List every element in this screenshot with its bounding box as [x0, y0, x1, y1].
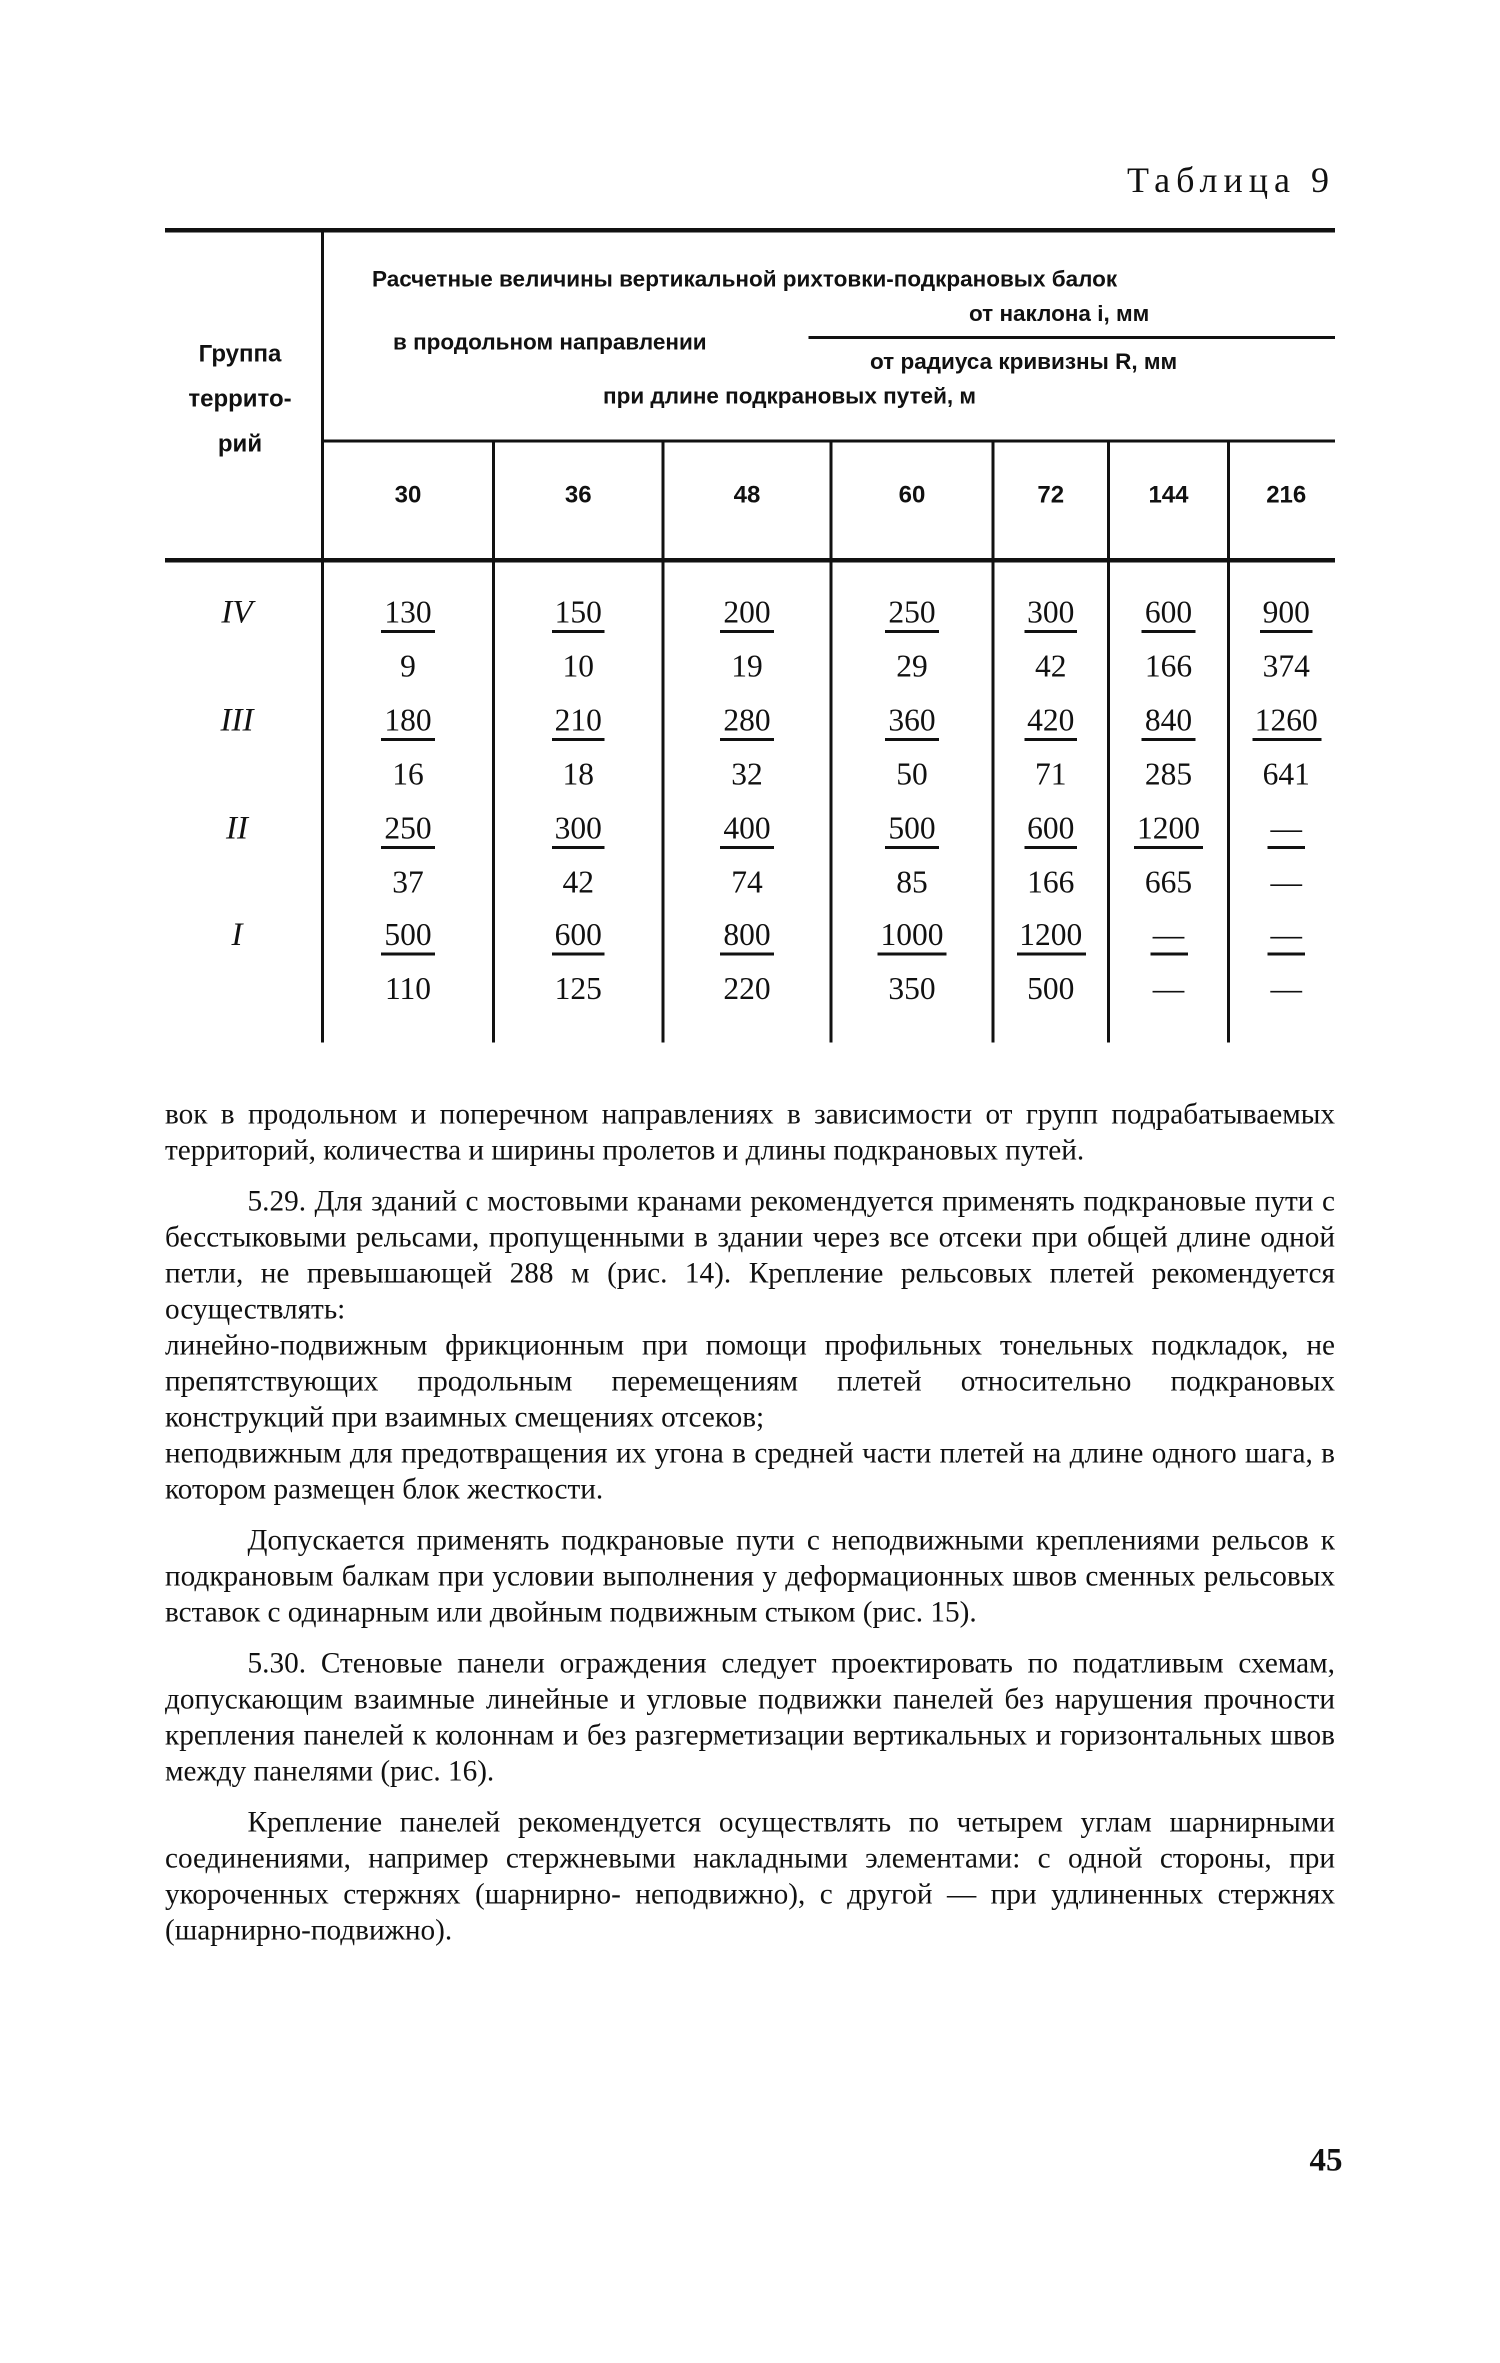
paragraph-fastening: Крепление панелей рекомендуется осуществлять по четырем углам шарнирными соединениями, например стержневыми накладными элементами: с одной стороны, при укороченных стержнях (шарнирно- неподвижно), с другой — при удлиненных стержнях (шарнирно-подвижно). — [165, 1807, 1335, 1947]
table-cell — [665, 810, 830, 900]
header-longitudinal: в продольном направлении — [393, 330, 707, 356]
table-cell — [1110, 810, 1227, 900]
group-header-line: рий — [217, 432, 263, 458]
table-cell — [833, 594, 992, 684]
cell-denominator: 32 — [731, 756, 763, 792]
cell-denominator: 641 — [1262, 756, 1310, 792]
cell-numerator: 360 — [885, 702, 938, 741]
table-cell — [324, 917, 492, 1007]
paragraph-item-2: неподвижным для предотвращения их угона в средней части плетей на длине одного шага, в котором размещен блок жесткости. — [165, 1438, 1335, 1506]
cell-numerator: 500 — [885, 810, 938, 849]
cell-denominator: — — [1270, 970, 1302, 1007]
cell-denominator: 42 — [1035, 648, 1067, 684]
cell-denominator: 166 — [1144, 648, 1193, 684]
cell-numerator: 1200 — [1134, 810, 1203, 849]
table-cell — [995, 810, 1108, 900]
header-main: Расчетные величины вертикальной рихтовки-подкрановых балок — [372, 267, 1118, 293]
column-header: 72 — [1037, 483, 1065, 509]
cell-denominator: 285 — [1144, 756, 1193, 792]
column-header: 48 — [733, 483, 761, 509]
table-cell — [665, 594, 830, 684]
cell-denominator: 29 — [896, 648, 928, 684]
table-cell — [1230, 702, 1343, 792]
table-cell — [995, 594, 1108, 684]
column-header: 216 — [1266, 483, 1307, 509]
cell-denominator: 500 — [1027, 970, 1075, 1007]
table-cell — [1230, 917, 1343, 1007]
paragraph-continuation: вок в продольном и поперечном направлениях в зависимости от групп подрабатываемых территорий, количества и ширины пролетов и длины подкрановых путей. — [165, 1099, 1335, 1167]
cell-denominator: 85 — [896, 864, 928, 900]
cell-numerator: 130 — [381, 594, 434, 633]
cell-numerator: 210 — [552, 702, 605, 741]
cell-numerator: 180 — [381, 702, 434, 741]
row-group-label: I — [231, 915, 243, 953]
header-slope: от наклона i, мм — [969, 301, 1150, 327]
cell-numerator: — — [1150, 917, 1188, 956]
cell-numerator: 400 — [720, 810, 773, 849]
cell-denominator: — — [1270, 864, 1302, 900]
table-cell — [324, 594, 492, 684]
header-length: при длине подкрановых путей, м — [603, 384, 977, 410]
cell-numerator: 280 — [720, 702, 773, 741]
group-header-line: террито- — [188, 387, 292, 413]
table-cell — [995, 917, 1108, 1007]
cell-denominator: — — [1152, 970, 1185, 1007]
table-cell — [833, 917, 992, 1007]
column-header: 36 — [564, 483, 592, 509]
cell-numerator: 600 — [1142, 594, 1195, 633]
row-group-label: II — [226, 808, 248, 846]
cell-denominator: 74 — [731, 864, 763, 900]
table-cell — [833, 810, 992, 900]
table-cell — [495, 702, 662, 792]
column-header: 144 — [1148, 483, 1189, 509]
cell-denominator: 350 — [888, 970, 936, 1007]
table-cell — [1230, 810, 1343, 900]
table-cell — [324, 810, 492, 900]
paragraph-5-29: 5.29. Для зданий с мостовыми кранами рекомендуется применять подкрановые пути с бесстыковыми рельсами, пропущенными в здании через все отсеки при общей длине одной петли, не превышающей 288 м (рис. 14). Крепление рельсовых плетей рекомендуется осуществлять: — [165, 1186, 1335, 1326]
cell-denominator: 18 — [562, 756, 594, 792]
table-radius-rule — [809, 336, 1336, 339]
table-cell — [665, 917, 830, 1007]
table-cell — [324, 702, 492, 792]
cell-numerator: 800 — [720, 917, 773, 956]
cell-denominator: 10 — [562, 648, 594, 684]
row-group-label: III — [220, 700, 254, 738]
cell-denominator: 374 — [1262, 648, 1310, 684]
group-header-line: Группа — [198, 342, 282, 368]
cell-denominator: 19 — [731, 648, 763, 684]
cell-numerator: 840 — [1142, 702, 1195, 741]
table-cell — [1230, 594, 1343, 684]
table-cell — [833, 702, 992, 792]
paragraph-item-1: линейно-подвижным фрикционным при помощи профильных тонельных подкладок, не препятствующих продольным перемещениям плетей относительно подкрановых конструкций при взаимных смещениях отсеков; — [165, 1330, 1335, 1434]
cell-denominator: 166 — [1027, 864, 1075, 900]
cell-numerator: 300 — [552, 810, 605, 849]
cell-denominator: 9 — [400, 648, 416, 684]
table-top-rule — [165, 228, 1335, 233]
cell-numerator: 500 — [381, 917, 434, 956]
column-header: 60 — [898, 483, 926, 509]
cell-numerator: 1000 — [878, 917, 947, 956]
table-cell — [495, 594, 662, 684]
cell-numerator: 600 — [552, 917, 605, 956]
paragraph-allowed: Допускается применять подкрановые пути с неподвижными креплениями рельсов к подкрановым балкам при условии выполнения у деформационных швов сменных рельсовых вставок с одинарным или двойным подвижным стыком (рис. 15). — [165, 1525, 1335, 1629]
group-header — [165, 333, 315, 468]
cell-denominator: 665 — [1144, 864, 1193, 900]
cell-denominator: 110 — [384, 970, 432, 1007]
table-cell — [665, 702, 830, 792]
cell-numerator: — — [1268, 810, 1306, 849]
cell-numerator: 1200 — [1016, 917, 1085, 956]
cell-denominator: 50 — [896, 756, 928, 792]
table-cell — [1110, 594, 1227, 684]
cell-numerator: 600 — [1024, 810, 1077, 849]
cell-denominator: 42 — [562, 864, 594, 900]
column-header: 30 — [394, 483, 422, 509]
cell-denominator: 125 — [554, 970, 602, 1007]
paragraph-5-30: 5.30. Стеновые панели ограждения следует проектировать по податливым схемам, допускающим взаимные линейные и угловые подвижки панелей без нарушения прочности крепления панелей к колоннам и без разгерметизации вертикальных и горизонтальных швов между панелями (рис. 16). — [165, 1648, 1335, 1788]
table-cell — [1110, 917, 1227, 1007]
cell-denominator: 71 — [1035, 756, 1067, 792]
cell-numerator: 300 — [1024, 594, 1077, 633]
table-cell — [495, 810, 662, 900]
cell-numerator: 1260 — [1252, 702, 1321, 741]
table-cell — [995, 702, 1108, 792]
cell-denominator: 37 — [392, 864, 424, 900]
page-number: 45 — [1309, 2140, 1343, 2178]
row-group-label: IV — [221, 592, 253, 630]
body-text — [165, 1098, 1335, 1950]
header-radius: от радиуса кривизны R, мм — [870, 349, 1178, 375]
cell-numerator: — — [1268, 917, 1306, 956]
cell-numerator: 200 — [720, 594, 773, 633]
cell-numerator: 420 — [1024, 702, 1077, 741]
cell-numerator: 900 — [1260, 594, 1313, 633]
cell-denominator: 220 — [723, 970, 771, 1007]
cell-numerator: 250 — [381, 810, 434, 849]
cell-denominator: 16 — [392, 756, 424, 792]
table-header-rule — [165, 558, 1335, 563]
cell-numerator: 250 — [885, 594, 938, 633]
table-cell — [1110, 702, 1227, 792]
table-caption: Таблица 9 — [1127, 162, 1335, 201]
cell-numerator: 150 — [552, 594, 605, 633]
table-cell — [495, 917, 662, 1007]
